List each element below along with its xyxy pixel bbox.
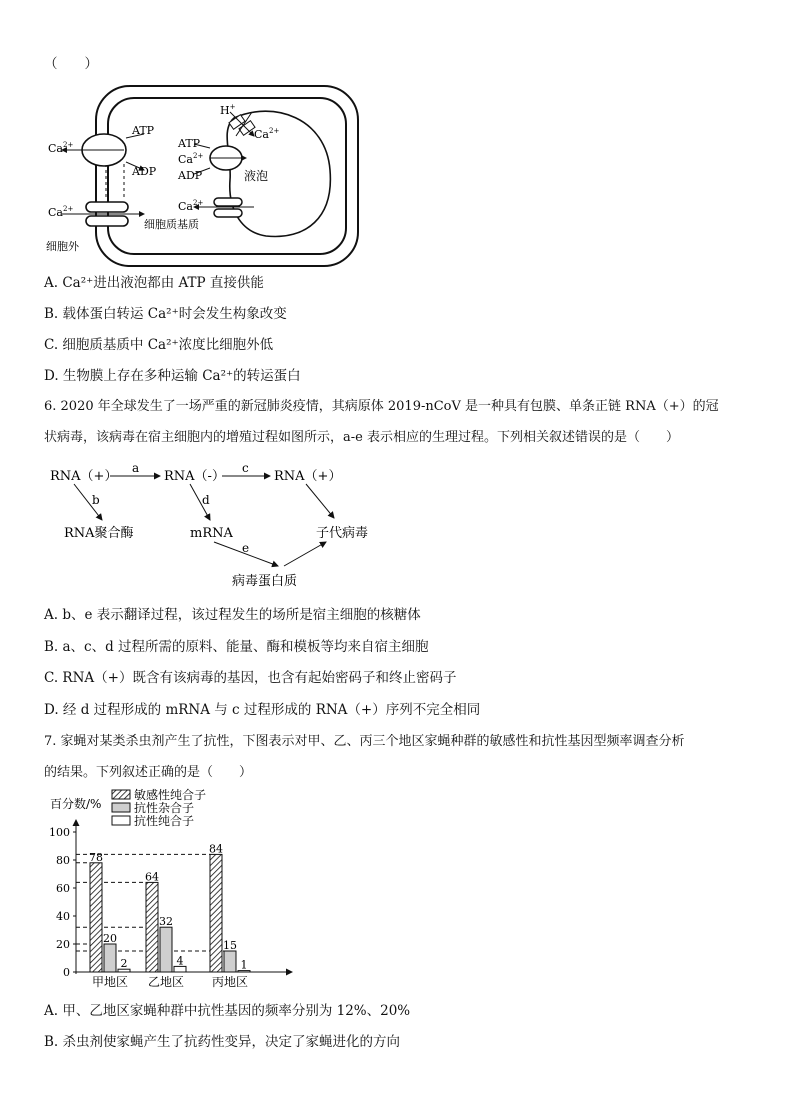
q6-stem-line2: 状病毒，该病毒在宿主细胞内的增殖过程如图所示，a-e 表示相应的生理过程。下列相关叙述错误的是（ ） (44, 430, 679, 445)
svg-text:ATP: ATP (132, 124, 155, 137)
legend-label: 抗性杂合子 (134, 801, 195, 815)
bar-value-label: 1 (240, 958, 248, 972)
node-rna-minus: RNA（-） (164, 469, 225, 484)
calcium-channel-icon (86, 202, 128, 212)
genotype-frequency-chart (44, 788, 304, 988)
q6-option-a: A. b、e 表示翻译过程，该过程发生的场所是宿主细胞的核糖体 (44, 607, 421, 623)
chart-ylabel: 百分数/% (50, 797, 102, 811)
svg-text:b: b (92, 493, 100, 507)
legend-swatch (112, 816, 130, 825)
question-paren: （ ） (44, 56, 98, 72)
svg-text:Ca2+: $Ca^{2+}$ (48, 141, 74, 155)
node-polymerase: RNA聚合酶 (64, 526, 134, 541)
svg-text:ADP: ADP (132, 165, 157, 178)
x-axis-labels (92, 974, 248, 988)
bar-value-label: 20 (103, 932, 117, 945)
svg-text:Ca2+: $Ca^{2+}$ (254, 127, 280, 141)
bar (104, 944, 116, 972)
node-rna-plus-1: RNA（+） (50, 469, 118, 484)
y-tick-label: 0 (63, 966, 70, 979)
y-tick-label: 40 (56, 910, 70, 923)
q7-stem-line1: 7. 家蝇对某类杀虫剂产生了抗性，下图表示对甲、乙、丙三个地区家蝇种群的敏感性和抗性基因型频率调查分析 (44, 734, 685, 749)
chart-legend (112, 788, 206, 828)
bar-value-label: 84 (209, 842, 223, 856)
x-category-label: 丙地区 (211, 975, 249, 988)
bar-value-label: 15 (223, 939, 237, 952)
x-category-label: 乙地区 (147, 975, 185, 988)
bar (146, 882, 158, 972)
svg-text:a: a (132, 462, 140, 475)
bar-value-label: 32 (159, 915, 173, 929)
svg-text:细胞外: 细胞外 (46, 240, 79, 253)
bars (89, 842, 250, 972)
svg-text:e: e (242, 541, 250, 555)
bar-value-label: 78 (89, 850, 103, 864)
legend-label: 抗性纯合子 (134, 814, 195, 828)
svg-text:ADP: ADP (178, 169, 203, 182)
node-progeny: 子代病毒 (316, 526, 369, 541)
svg-text:液泡: 液泡 (244, 169, 269, 183)
y-tick-label: 100 (49, 826, 70, 839)
bar (90, 863, 102, 972)
node-protein: 病毒蛋白质 (232, 574, 298, 589)
q7-option-b: B. 杀虫剂使家蝇产生了抗药性变异，决定了家蝇进化的方向 (44, 1034, 401, 1050)
legend-swatch (112, 803, 130, 812)
node-mrna: mRNA (190, 526, 233, 541)
y-tick-label: 80 (56, 854, 70, 867)
node-rna-plus-2: RNA（+） (274, 469, 342, 484)
q5-option-d: D. 生物膜上存在多种运输 Ca²⁺的转运蛋白 (44, 368, 301, 384)
q6-option-d: D. 经 d 过程形成的 mRNA 与 c 过程形成的 RNA（+）序列不完全相同 (44, 702, 481, 718)
svg-text:H+: H+ (220, 103, 236, 117)
bar (210, 854, 222, 972)
svg-text:d: d (202, 493, 210, 507)
q7-option-a: A. 甲、乙地区家蝇种群中抗性基因的频率分别为 12%、20% (44, 1003, 411, 1019)
svg-text:Ca2+: $Ca^{2+}$ (48, 205, 74, 219)
q7-stem-line2: 的结果。下列叙述正确的是（ ） (44, 765, 253, 780)
q5-option-b: B. 载体蛋白转运 Ca²⁺时会发生构象改变 (44, 306, 287, 322)
q6-option-b: B. a、c、d 过程所需的原料、能量、酶和模板等均来自宿主细胞 (44, 639, 429, 655)
q6-option-c: C. RNA（+）既含有该病毒的基因，也含有起始密码子和终止密码子 (44, 670, 457, 686)
y-tick-label: 20 (56, 938, 70, 951)
cell-transport-diagram (44, 78, 364, 278)
q6-stem-line1: 6. 2020 年全球发生了一场严重的新冠肺炎疫情，其病原体 2019-nCoV 是一种具有包膜、单条正链 RNA（+）的冠 (44, 399, 719, 414)
svg-text:ATP: ATP (178, 137, 201, 150)
x-category-label: 甲地区 (91, 975, 129, 988)
svg-text:c: c (242, 462, 249, 475)
y-tick-label: 60 (56, 882, 70, 895)
bar-value-label: 2 (120, 957, 128, 971)
bar (224, 951, 236, 972)
svg-text:细胞质基质: 细胞质基质 (144, 218, 199, 231)
legend-label: 敏感性纯合子 (134, 788, 207, 802)
bar-value-label: 64 (145, 870, 159, 884)
vacuole-channel-icon (214, 198, 242, 206)
svg-text:Ca2+: $Ca^{2+}$ (178, 152, 204, 166)
bar-value-label: 4 (176, 954, 184, 968)
svg-text:Ca2+: $Ca^{2+}$ (178, 199, 204, 213)
bar (160, 927, 172, 972)
virus-replication-diagram (44, 462, 444, 592)
q5-option-a: A. Ca²⁺进出液泡都由 ATP 直接供能 (44, 275, 264, 291)
q5-option-c: C. 细胞质基质中 Ca²⁺浓度比细胞外低 (44, 337, 274, 353)
legend-swatch (112, 790, 130, 799)
